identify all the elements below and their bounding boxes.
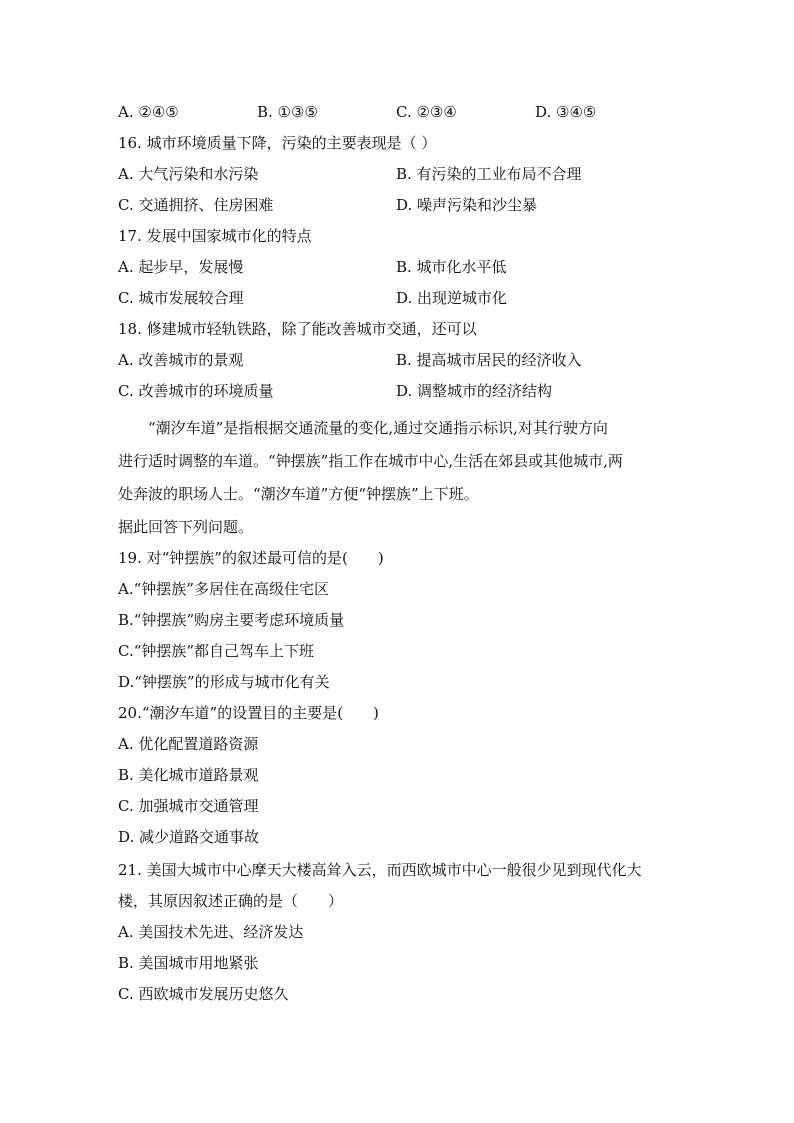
passage-instruction: 据此回答下列问题。 [118,518,254,536]
passage-line-1: “潮汐车道”是指根据交通流量的变化,通过交通指示标识,对其行驶方向 [118,419,608,437]
q19-option-d: D.“钟摆族”的形成与城市化有关 [118,673,330,691]
q18-option-a: A. 改善城市的景观 [118,351,244,369]
q20-option-a: A. 优化配置道路资源 [118,735,259,753]
q18-option-c: C. 改善城市的环境质量 [118,382,274,400]
q18-option-d: D. 调整城市的经济结构 [396,382,553,400]
q21-stem-line-1: 21. 美国大城市中心摩天大楼高耸入云，而西欧城市中心一般很少见到现代化大 [118,861,642,879]
q18-stem: 18. 修建城市轻轨铁路，除了能改善城市交通，还可以 [118,320,477,338]
q15-option-a: A. ②④⑤ [118,103,179,121]
q19-option-a: A.“钟摆族”多居住在高级住宅区 [118,580,329,598]
q21-stem-line-2: 楼，其原因叙述正确的是（ ） [118,892,344,910]
q17-stem: 17. 发展中国家城市化的特点 [118,227,312,245]
q16-option-b: B. 有污染的工业布局不合理 [396,165,582,183]
q19-option-c: C.“钟摆族”都自己驾车上下班 [118,642,315,660]
passage-line-3: 处奔波的职场人士。“潮汐车道”方便“钟摆族”上下班。 [118,485,479,503]
q20-option-d: D. 减少道路交通事故 [118,828,260,846]
q21-option-c: C. 西欧城市发展历史悠久 [118,985,289,1003]
q16-option-c: C. 交通拥挤、住房困难 [118,196,274,214]
q17-option-c: C. 城市发展较合理 [118,289,244,307]
q17-option-d: D. 出现逆城市化 [396,289,508,307]
q16-option-a: A. 大气污染和水污染 [118,165,259,183]
q16-option-d: D. 噪声污染和沙尘暴 [396,196,538,214]
q20-option-b: B. 美化城市道路景观 [118,766,259,784]
q17-option-a: A. 起步早，发展慢 [118,258,244,276]
q21-option-a: A. 美国技术先进、经济发达 [118,923,304,941]
q15-option-b: B. ①③⑤ [257,103,318,121]
q15-option-d: D. ③④⑤ [535,103,597,121]
q18-option-b: B. 提高城市居民的经济收入 [396,351,582,369]
q15-option-c: C. ②③④ [396,103,457,121]
q20-stem: 20.“潮汐车道”的设置目的主要是( ) [118,704,379,722]
q20-option-c: C. 加强城市交通管理 [118,797,259,815]
q21-option-b: B. 美国城市用地紧张 [118,954,259,972]
q19-stem: 19. 对“钟摆族”的叙述最可信的是( ) [118,549,384,567]
q19-option-b: B.“钟摆族”购房主要考虑环境质量 [118,611,345,629]
q17-option-b: B. 城市化水平低 [396,258,507,276]
q16-stem: 16. 城市环境质量下降，污染的主要表现是（ ） [118,134,437,152]
passage-line-2: 进行适时调整的车道。“钟摆族”指工作在城市中心,生活在郊县或其他城市,两 [118,452,623,470]
